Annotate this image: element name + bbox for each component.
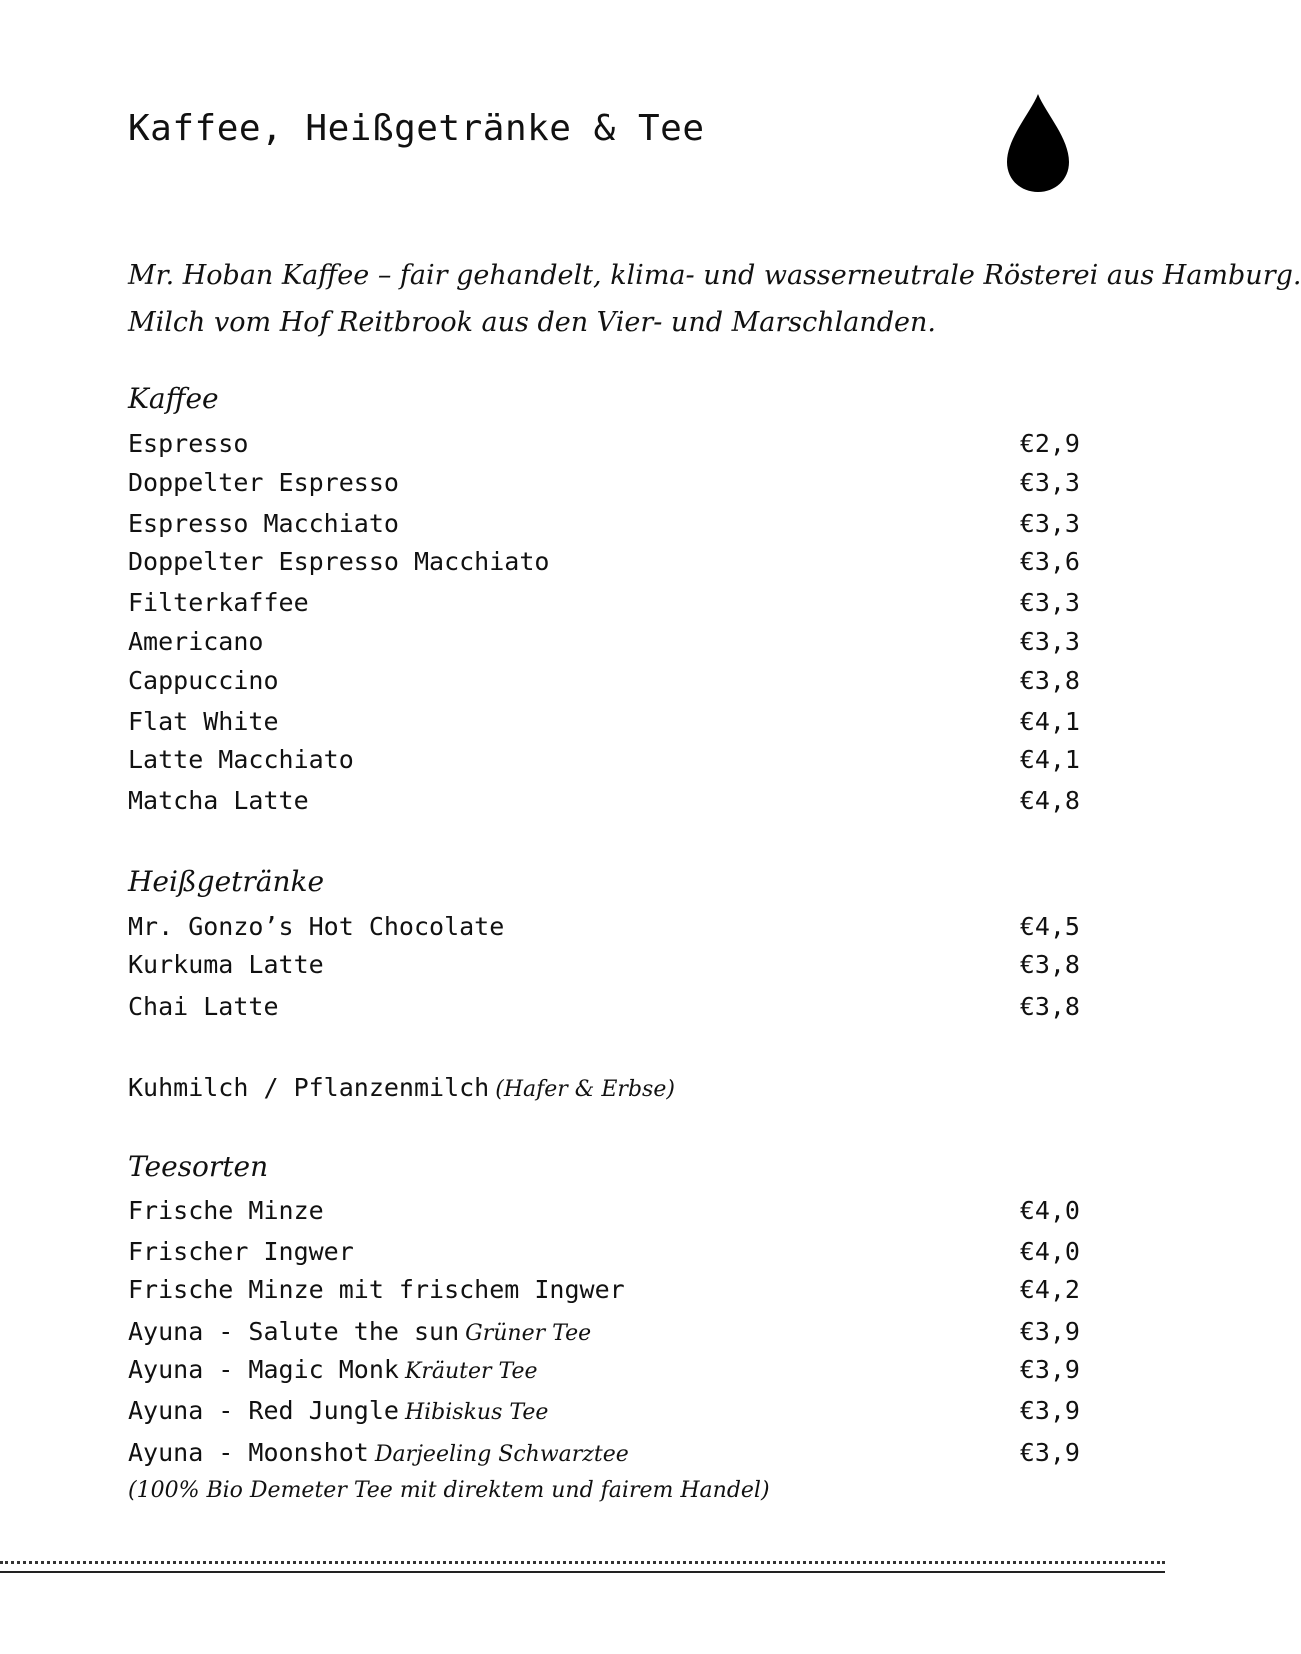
menu-item xyxy=(128,468,1080,500)
section-heading-kaffee: Kaffee xyxy=(128,382,219,415)
item-price: €3,9 xyxy=(1019,1355,1080,1384)
menu-item xyxy=(128,1237,1080,1269)
menu-item xyxy=(128,912,1080,944)
menu-item xyxy=(128,627,1080,659)
item-name: Frische Minze mit frischem Ingwer xyxy=(128,1275,625,1304)
item-name: Frische Minze xyxy=(128,1196,324,1225)
menu-item xyxy=(128,1275,1080,1307)
item-price: €4,1 xyxy=(1019,745,1080,774)
item-price: €4,0 xyxy=(1019,1196,1080,1225)
menu-item xyxy=(128,707,1080,739)
item-price: €3,8 xyxy=(1019,992,1080,1021)
section-heading-tee: Teesorten xyxy=(128,1150,269,1183)
item-price: €2,9 xyxy=(1019,429,1080,458)
item-name: Americano xyxy=(128,627,264,656)
menu-item xyxy=(128,547,1080,579)
menu-item xyxy=(128,588,1080,620)
tee-note: (100% Bio Demeter Tee mit direktem und fairem Handel) xyxy=(128,1478,770,1503)
item-price: €3,6 xyxy=(1019,547,1080,576)
item-name: Flat White xyxy=(128,707,279,736)
menu-item xyxy=(128,950,1080,982)
dotted-divider xyxy=(0,1561,1165,1564)
item-name: Filterkaffee xyxy=(128,588,309,617)
menu-item xyxy=(128,429,1080,461)
item-name: Ayuna - Moonshot Darjeeling Schwarztee xyxy=(128,1438,629,1467)
item-price: €3,3 xyxy=(1019,468,1080,497)
menu-item xyxy=(128,1438,1080,1470)
item-price: €3,9 xyxy=(1019,1396,1080,1425)
item-name: Espresso Macchiato xyxy=(128,509,399,538)
item-name: Matcha Latte xyxy=(128,786,309,815)
menu-item xyxy=(128,1196,1080,1228)
item-name: Espresso xyxy=(128,429,249,458)
milk-sub: (Hafer & Erbse) xyxy=(495,1077,675,1102)
menu-item xyxy=(128,1317,1080,1349)
item-name: Doppelter Espresso Macchiato xyxy=(128,547,550,576)
item-sub: Hibiskus Tee xyxy=(404,1400,549,1425)
item-price: €4,0 xyxy=(1019,1237,1080,1266)
menu-item xyxy=(128,666,1080,698)
item-sub: Darjeeling Schwarztee xyxy=(374,1442,629,1467)
item-price: €4,8 xyxy=(1019,786,1080,815)
solid-divider xyxy=(0,1571,1165,1573)
menu-item xyxy=(128,992,1080,1024)
item-price: €3,9 xyxy=(1019,1317,1080,1346)
item-price: €4,1 xyxy=(1019,707,1080,736)
milk-options xyxy=(128,1073,675,1102)
intro-text xyxy=(128,252,1301,346)
item-price: €4,2 xyxy=(1019,1275,1080,1304)
item-price: €3,3 xyxy=(1019,509,1080,538)
intro-line: Mr. Hoban Kaffee – fair gehandelt, klima- und wasserneutrale Rösterei aus Hamburg. xyxy=(128,260,1301,291)
item-name: Kurkuma Latte xyxy=(128,950,324,979)
menu-item xyxy=(128,786,1080,818)
intro-line: Milch vom Hof Reitbrook aus den Vier- und Marschlanden. xyxy=(128,307,936,338)
menu-item xyxy=(128,509,1080,541)
water-drop-icon xyxy=(1005,92,1071,194)
milk-text: Kuhmilch / Pflanzenmilch xyxy=(128,1073,490,1102)
item-price: €4,5 xyxy=(1019,912,1080,941)
item-price: €3,8 xyxy=(1019,666,1080,695)
item-price: €3,8 xyxy=(1019,950,1080,979)
item-sub: Kräuter Tee xyxy=(404,1359,538,1384)
section-heading-heissgetraenke: Heißgetränke xyxy=(128,865,325,898)
menu-item xyxy=(128,1355,1080,1387)
item-sub: Grüner Tee xyxy=(465,1321,592,1346)
item-name: Ayuna - Salute the sun Grüner Tee xyxy=(128,1317,592,1346)
menu-item xyxy=(128,1396,1080,1428)
item-name: Frischer Ingwer xyxy=(128,1237,354,1266)
item-name: Chai Latte xyxy=(128,992,279,1021)
item-name: Latte Macchiato xyxy=(128,745,354,774)
item-name: Mr. Gonzo’s Hot Chocolate xyxy=(128,912,505,941)
item-name: Ayuna - Magic Monk Kräuter Tee xyxy=(128,1355,538,1384)
menu-item xyxy=(128,745,1080,777)
item-name: Doppelter Espresso xyxy=(128,468,399,497)
item-price: €3,9 xyxy=(1019,1438,1080,1467)
item-price: €3,3 xyxy=(1019,627,1080,656)
page-title: Kaffee, Heißgetränke & Tee xyxy=(128,108,705,149)
item-name: Cappuccino xyxy=(128,666,279,695)
item-price: €3,3 xyxy=(1019,588,1080,617)
item-name: Ayuna - Red Jungle Hibiskus Tee xyxy=(128,1396,549,1425)
